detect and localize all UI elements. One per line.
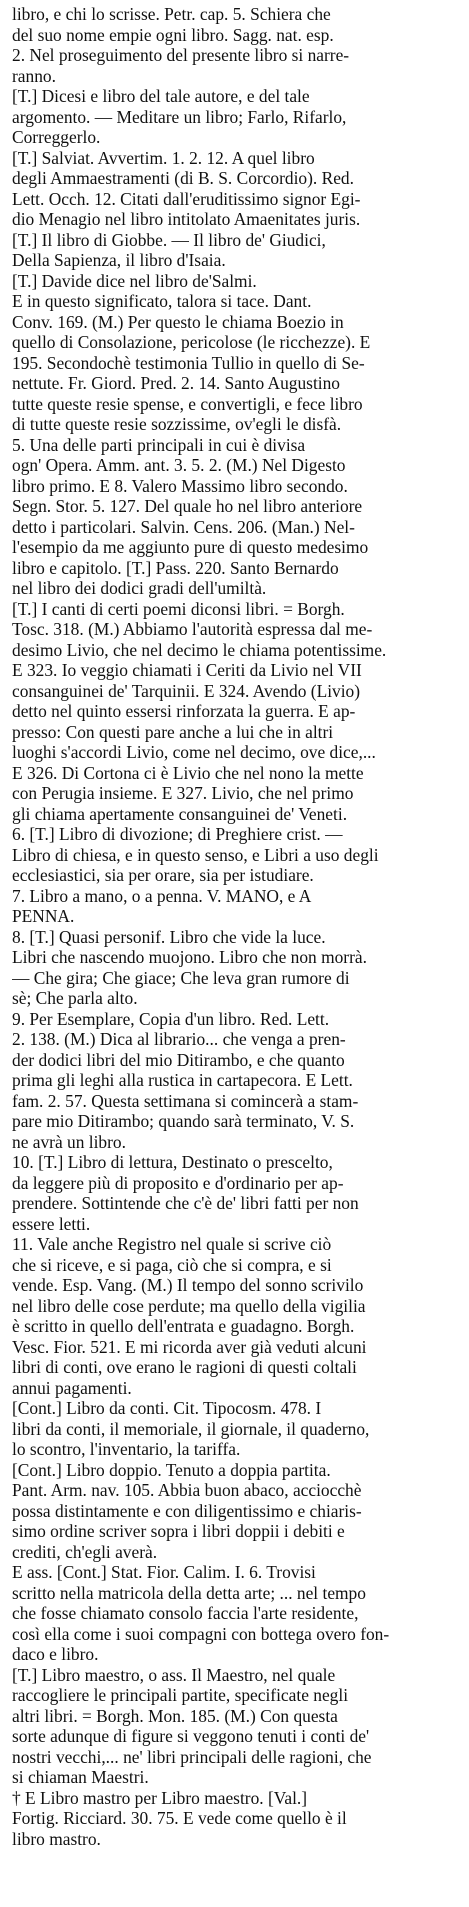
text-line: 2. 138. (M.) Dica al librario... che venga a pren- bbox=[12, 1029, 346, 1049]
text-line: essere letti. bbox=[12, 1213, 91, 1234]
text-line: nel libro delle cose perdute; ma quello della vigilia bbox=[12, 1295, 366, 1316]
text-line: quello di Consolazione, pericolose (le ricchezze). E bbox=[12, 332, 371, 352]
text-line: [T.] Dicesi e libro del tale autore, e del tale bbox=[12, 86, 310, 106]
text-line: Libro di chiesa, e in questo senso, e Libri a uso degli bbox=[12, 844, 379, 865]
dictionary-entry-text bbox=[12, 4, 463, 1849]
text-line: simo ordine scriver sopra i libri doppii i debiti e bbox=[12, 1521, 345, 1541]
text-line: Segn. Stor. 5. 127. Del quale ho nel libro anteriore bbox=[12, 496, 363, 516]
text-line: nostri vecchi,... ne' libri principali delle ragioni, che bbox=[12, 1746, 372, 1767]
text-line: Correggerlo. bbox=[12, 127, 101, 147]
text-line: [Cont.] Libro da conti. Cit. Tipocosm. 478. I bbox=[12, 1398, 322, 1418]
text-line: nel libro dei dodici gradi dell'umiltà. bbox=[12, 578, 267, 598]
text-line: libro mastro. bbox=[12, 1828, 101, 1849]
text-line: Tosc. 318. (M.) Abbiamo l'autorità espressa dal me- bbox=[12, 619, 373, 639]
text-line: Lett. Occh. 12. Citati dall'eruditissimo signor Egi- bbox=[12, 188, 361, 209]
text-line: pare mio Ditirambo; quando sarà terminato, V. S. bbox=[12, 1111, 355, 1131]
text-line: ranno. bbox=[12, 65, 56, 86]
text-line: luoghi s'accordi Livio, come nel decimo, ove dice,... bbox=[12, 742, 376, 762]
text-line: Della Sapienza, il libro d'Isaia. bbox=[12, 250, 226, 270]
text-line: — Che gira; Che giace; Che leva gran rumore di bbox=[12, 967, 350, 988]
text-line: ne avrà un libro. bbox=[12, 1131, 126, 1152]
text-line: che fosse chiamato consolo faccia l'arte residente, bbox=[12, 1603, 359, 1623]
text-line: 11. Vale anche Registro nel quale si scrive ciò bbox=[12, 1234, 332, 1254]
text-line: possa distintamente e con diligentissimo e chiaris- bbox=[12, 1500, 362, 1521]
text-line: desimo Livio, che nel decimo le chiama potentissime. bbox=[12, 639, 387, 660]
text-line: [Cont.] Libro doppio. Tenuto a doppia partita. bbox=[12, 1459, 331, 1480]
text-line: scritto nella matricola della detta arte; ... nel tempo bbox=[12, 1582, 366, 1603]
text-line: prima gli leghi alla rustica in cartapecora. E Lett. bbox=[12, 1070, 353, 1090]
text-line: 6. [T.] Libro di divozione; di Preghiere crist. — bbox=[12, 824, 343, 844]
text-line: 195. Secondochè testimonia Tullio in quello di Se- bbox=[12, 352, 365, 373]
text-line: Fortig. Ricciard. 30. 75. E vede come quello è il bbox=[12, 1808, 347, 1828]
text-line: tutte queste resie spense, e convertigli, e fece libro bbox=[12, 393, 363, 414]
text-line: lo scontro, l'inventario, la tariffa. bbox=[12, 1439, 241, 1459]
text-line: degli Ammaestramenti (di B. S. Corcordio). Red. bbox=[12, 168, 354, 188]
text-line: libro, e chi lo scrisse. Petr. cap. 5. Schiera che bbox=[12, 4, 331, 24]
text-line: da leggere più di proposito e d'ordinario per ap- bbox=[12, 1172, 344, 1193]
text-line: raccogliere le principali partite, specificate negli bbox=[12, 1685, 349, 1705]
text-line: Pant. Arm. nav. 105. Abbia buon abaco, acciocchè bbox=[12, 1480, 362, 1500]
text-line: E 326. Di Cortona ci è Livio che nel nono la mette bbox=[12, 762, 364, 783]
text-line: ogn' Opera. Amm. ant. 3. 5. 2. (M.) Nel Digesto bbox=[12, 455, 346, 475]
text-line: presso: Con questi pare anche a lui che in altri bbox=[12, 721, 334, 742]
text-line: 10. [T.] Libro di lettura, Destinato o prescelto, bbox=[12, 1152, 333, 1172]
text-line: sè; Che parla alto. bbox=[12, 988, 138, 1008]
text-line: E in questo significato, talora si tace. Dant. bbox=[12, 291, 312, 311]
text-line: che si riceve, e si paga, ciò che si compra, e si bbox=[12, 1254, 332, 1275]
text-line: PENNA. bbox=[12, 906, 75, 926]
text-line: sorte adunque di figure si veggono tenuti i conti de' bbox=[12, 1726, 370, 1746]
text-line: così ella come i suoi compagni con bottega overo fon- bbox=[12, 1623, 390, 1644]
text-line: libro e capitolo. [T.] Pass. 220. Santo Bernardo bbox=[12, 557, 339, 578]
text-line: [T.] I canti di certi poemi diconsi libri. = Borgh. bbox=[12, 598, 345, 619]
text-line: del suo nome empie ogni libro. Sagg. nat. esp. bbox=[12, 24, 334, 45]
text-line: è scritto in quello dell'entrata e guadagno. Borgh. bbox=[12, 1316, 355, 1336]
text-line: E 323. Io veggio chiamati i Ceriti da Livio nel VII bbox=[12, 660, 362, 680]
text-line: Conv. 169. (M.) Per questo le chiama Boezio in bbox=[12, 311, 344, 332]
text-line: der dodici libri del mio Ditirambo, e che quanto bbox=[12, 1049, 345, 1070]
text-line: vende. Esp. Vang. (M.) Il tempo del sonno scrivilo bbox=[12, 1275, 364, 1295]
text-line: libro primo. E 8. Valero Massimo libro secondo. bbox=[12, 475, 348, 496]
text-line: libri di conti, ove erano le ragioni di questi coltali bbox=[12, 1357, 357, 1377]
text-line: argomento. — Meditare un libro; Farlo, Rifarlo, bbox=[12, 106, 347, 127]
text-line: 9. Per Esemplare, Copia d'un libro. Red. Lett. bbox=[12, 1008, 330, 1029]
text-line: daco e libro. bbox=[12, 1644, 99, 1664]
text-line: 8. [T.] Quasi personif. Libro che vide la luce. bbox=[12, 926, 326, 947]
text-line: 7. Libro a mano, o a penna. V. MANO, e A bbox=[12, 885, 312, 906]
text-line: prendere. Sottintende che c'è de' libri fatti per non bbox=[12, 1193, 359, 1213]
text-line: [T.] Libro maestro, o ass. Il Maestro, nel quale bbox=[12, 1664, 336, 1685]
text-line: detto nel quinto essersi rinforzata la guerra. E ap- bbox=[12, 701, 356, 721]
text-line: 5. Una delle parti principali in cui è divisa bbox=[12, 434, 306, 455]
text-line: gli chiama apertamente consanguinei de' Veneti. bbox=[12, 803, 348, 824]
text-line: † E Libro mastro per Libro maestro. [Val.] bbox=[12, 1787, 308, 1808]
text-line: E ass. [Cont.] Stat. Fior. Calim. I. 6. Trovisi bbox=[12, 1562, 316, 1582]
text-line: annui pagamenti. bbox=[12, 1377, 132, 1398]
text-line: detto i particolari. Salvin. Cens. 206. (Man.) Nel- bbox=[12, 516, 355, 537]
text-line: Vesc. Fior. 521. E mi ricorda aver già veduti alcuni bbox=[12, 1336, 367, 1357]
text-line: fam. 2. 57. Questa settimana si comincerà a stam- bbox=[12, 1090, 359, 1111]
text-line: [T.] Davide dice nel libro de'Salmi. bbox=[12, 270, 257, 291]
text-line: libri da conti, il memoriale, il giornale, il quaderno, bbox=[12, 1418, 370, 1439]
text-line: l'esempio da me aggiunto pure di questo medesimo bbox=[12, 537, 369, 557]
text-line: con Perugia insieme. E 327. Livio, che nel primo bbox=[12, 783, 354, 803]
text-line: ecclesiastici, sia per orare, sia per istudiare. bbox=[12, 865, 314, 885]
text-line: nettute. Fr. Giord. Pred. 2. 14. Santo Augustino bbox=[12, 373, 341, 393]
text-line: consanguinei de' Tarquinii. E 324. Avendo (Livio) bbox=[12, 680, 361, 701]
text-line: [T.] Salviat. Avvertim. 1. 2. 12. A quel libro bbox=[12, 147, 315, 168]
text-line: di tutte queste resie sozzissime, ov'egli le disfà. bbox=[12, 414, 342, 434]
text-line: altri libri. = Borgh. Mon. 185. (M.) Con questa bbox=[12, 1705, 338, 1726]
text-line: crediti, ch'egli averà. bbox=[12, 1541, 158, 1562]
text-line: si chiaman Maestri. bbox=[12, 1767, 149, 1787]
text-line: dio Menagio nel libro intitolato Amaenitates juris. bbox=[12, 209, 361, 229]
text-line: Libri che nascendo muojono. Libro che non morrà. bbox=[12, 947, 367, 967]
text-line: 2. Nel proseguimento del presente libro si narre- bbox=[12, 45, 350, 65]
text-line: [T.] Il libro di Giobbe. — Il libro de' Giudici, bbox=[12, 229, 326, 250]
